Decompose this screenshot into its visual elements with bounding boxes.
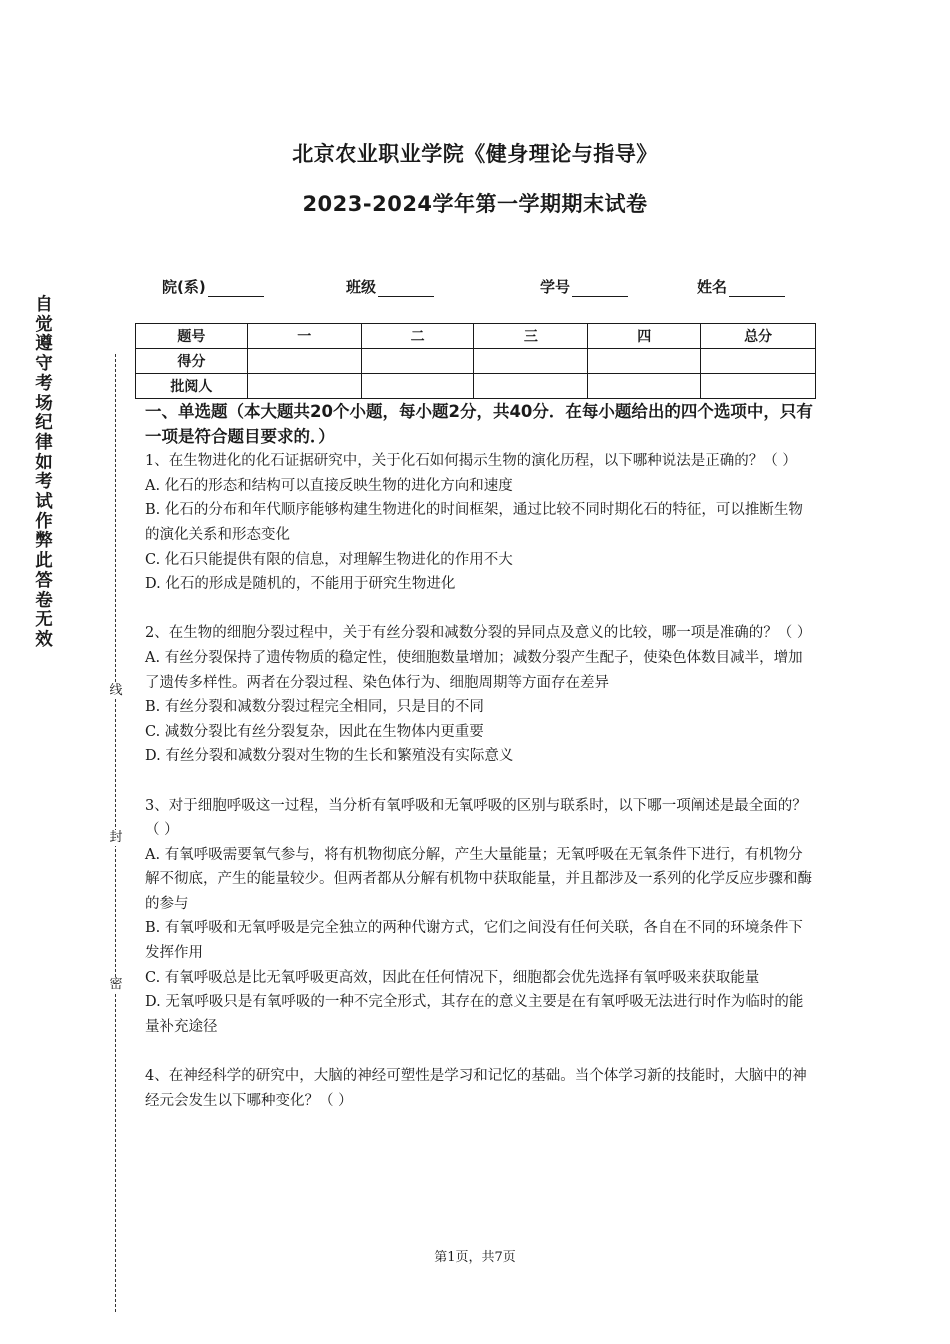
class-blank[interactable] (378, 280, 434, 297)
option-c[interactable]: C. 有氧呼吸总是比无氧呼吸更高效，因此在任何情况下，细胞都会优先选择有氧呼吸来获取能量 (145, 969, 760, 986)
score-cell[interactable] (474, 349, 588, 374)
option-d[interactable]: D. 化石的形成是随机的，不能用于研究生物进化 (145, 576, 456, 593)
binding-char-line: 线 (106, 683, 126, 699)
table-header-cell: 题号 (136, 324, 248, 349)
question-block (145, 621, 817, 769)
class-label: 班级 (346, 278, 377, 296)
binding-char-tight: 密 (106, 977, 126, 993)
grader-cell[interactable] (701, 374, 816, 399)
student-id-blank[interactable] (572, 280, 628, 297)
exam-title-line2: 2023-2024学年第一学期期末试卷 (302, 192, 648, 216)
option-c[interactable]: C. 化石只能提供有限的信息，对理解生物进化的作用不大 (145, 551, 513, 568)
option-a[interactable]: A. 有丝分裂保持了遗传物质的稳定性，使细胞数量增加；减数分裂产生配子，使染色体数目减半，增加了遗传多样性。两者在分裂过程、染色体行为、细胞周期等方面存在差异 (145, 649, 803, 691)
dept-blank[interactable] (208, 280, 264, 297)
grader-cell[interactable] (247, 374, 361, 399)
option-d[interactable]: D. 无氧呼吸只是有氧呼吸的一种不完全形式，其存在的意义主要是在有氧呼吸无法进行时作为临时的能量补充途径 (145, 994, 804, 1035)
question-block (145, 1064, 817, 1113)
exam-title-line1: 北京农业职业学院《健身理论与指导》 (292, 142, 658, 166)
grader-cell[interactable] (474, 374, 588, 399)
name-blank[interactable] (729, 280, 785, 297)
question-block (145, 449, 817, 597)
grader-cell[interactable] (588, 374, 701, 399)
question-stem: 1、在生物进化的化石证据研究中，关于化石如何揭示生物的演化历程，以下哪种说法是正确的？（ ） (145, 453, 797, 470)
question-content (145, 400, 817, 1113)
score-table (135, 323, 816, 399)
table-header-row (136, 324, 816, 349)
binding-char-seal: 封 (106, 830, 126, 846)
score-cell[interactable] (701, 349, 816, 374)
table-header-cell: 一 (247, 324, 361, 349)
row-label-score: 得分 (136, 349, 248, 374)
student-id-field (540, 276, 628, 297)
score-cell[interactable] (588, 349, 701, 374)
page-number: 第1页，共7页 (434, 1250, 516, 1265)
student-id-label: 学号 (540, 278, 571, 296)
name-field (697, 276, 785, 297)
grader-cell[interactable] (361, 374, 474, 399)
dept-field (162, 276, 264, 297)
question-block (145, 794, 817, 1040)
option-b[interactable]: B. 有丝分裂和减数分裂过程完全相同，只是目的不同 (145, 699, 484, 716)
question-stem: 2、在生物的细胞分裂过程中，关于有丝分裂和减数分裂的异同点及意义的比较，哪一项是准确的？（ ） (145, 625, 812, 642)
name-label: 姓名 (697, 278, 728, 296)
option-b[interactable]: B. 有氧呼吸和无氧呼吸是完全独立的两种代谢方式，它们之间没有任何关联，各自在不同的环境条件下发挥作用 (145, 920, 803, 962)
score-cell[interactable] (247, 349, 361, 374)
table-header-cell: 四 (588, 324, 701, 349)
option-a[interactable]: A. 有氧呼吸需要氧气参与，将有机物彻底分解，产生大量能量；无氧呼吸在无氧条件下进行，有机物分解不彻底，产生的能量较少。但两者都从分解有机物中获取能量，并且都涉及一系列的化学反应步骤和酶的参与 (145, 846, 812, 912)
row-label-grader: 批阅人 (136, 374, 248, 399)
option-a[interactable]: A. 化石的形态和结构可以直接反映生物的进化方向和速度 (145, 477, 513, 494)
score-cell[interactable] (361, 349, 474, 374)
section-heading: 一、单选题（本大题共20个小题，每小题2分，共40分．在每小题给出的四个选项中，只有一项是符合题目要求的．） (145, 402, 813, 446)
question-stem: 3、对于细胞呼吸这一过程，当分析有氧呼吸和无氧呼吸的区别与联系时，以下哪一项阐述是最全面的？（ ） (145, 797, 807, 839)
class-field (346, 276, 434, 297)
question-stem: 4、在神经科学的研究中，大脑的神经可塑性是学习和记忆的基础。当个体学习新的技能时，大脑中的神经元会发生以下哪种变化？（ ） (145, 1068, 807, 1109)
table-row (136, 374, 816, 399)
table-row (136, 349, 816, 374)
option-b[interactable]: B. 化石的分布和年代顺序能够构建生物进化的时间框架，通过比较不同时期化石的特征，可以推断生物的演化关系和形态变化 (145, 502, 803, 543)
dept-label: 院(系) (162, 278, 206, 296)
exam-discipline-notice: 自觉遵守考场纪律如考试作弊此答卷无效 (35, 295, 53, 650)
option-c[interactable]: C. 减数分裂比有丝分裂复杂，因此在生物体内更重要 (145, 723, 484, 740)
table-header-cell: 二 (361, 324, 474, 349)
table-header-cell: 总分 (701, 324, 816, 349)
option-d[interactable]: D. 有丝分裂和减数分裂对生物的生长和繁殖没有实际意义 (145, 748, 514, 765)
table-header-cell: 三 (474, 324, 588, 349)
